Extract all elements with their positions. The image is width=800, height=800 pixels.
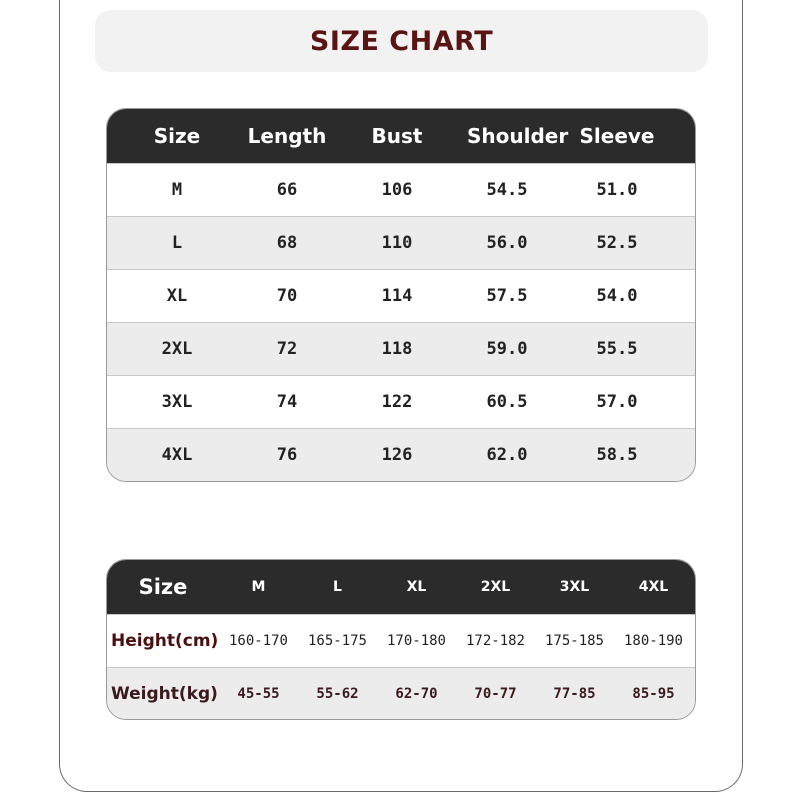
table-cell: 59.0 — [486, 339, 528, 359]
fit-guide-table — [106, 559, 696, 720]
table-cell: 57.0 — [596, 392, 638, 412]
table-cell: 52.5 — [596, 233, 638, 253]
header-size: Size — [138, 575, 188, 599]
header-size-2xl: 2XL — [480, 579, 511, 595]
table-cell: 122 — [381, 392, 413, 412]
header-size-l: L — [333, 579, 342, 595]
table-cell: 175-185 — [544, 633, 604, 649]
table-cell: 58.5 — [596, 445, 638, 465]
header-shoulder: Shoulder — [467, 124, 569, 148]
table-cell: 55.5 — [596, 339, 638, 359]
table-cell: 60.5 — [486, 392, 528, 412]
table-cell: 68 — [276, 233, 298, 253]
table-row — [107, 428, 695, 481]
table-cell: 160-170 — [228, 633, 288, 649]
table-header — [107, 560, 695, 614]
row-label: Weight(kg) — [111, 684, 218, 704]
table-cell: 76 — [276, 445, 298, 465]
header-size: Size — [153, 124, 201, 148]
size-cell: 4XL — [161, 445, 193, 465]
table-cell: 106 — [381, 180, 413, 200]
table-row — [107, 269, 695, 322]
weight-row — [107, 667, 695, 720]
table-cell: 62.0 — [486, 445, 528, 465]
page-title: SIZE CHART — [309, 25, 494, 57]
size-cell: XL — [166, 286, 188, 306]
table-cell: 56.0 — [486, 233, 528, 253]
row-label: Height(cm) — [111, 631, 219, 651]
table-cell: 62-70 — [395, 686, 438, 702]
table-header — [107, 109, 695, 163]
table-cell: 170-180 — [386, 633, 446, 649]
table-row — [107, 375, 695, 428]
header-size-m: M — [251, 579, 266, 595]
size-cell: M — [171, 180, 183, 200]
table-cell: 54.5 — [486, 180, 528, 200]
table-cell: 172-182 — [465, 633, 525, 649]
header-size-xl: XL — [406, 579, 427, 595]
table-cell: 72 — [276, 339, 298, 359]
table-cell: 70 — [276, 286, 298, 306]
header-length: Length — [247, 124, 327, 148]
table-cell: 85-95 — [632, 686, 675, 702]
table-cell: 55-62 — [316, 686, 359, 702]
table-cell: 74 — [276, 392, 298, 412]
table-cell: 77-85 — [553, 686, 596, 702]
table-cell: 66 — [276, 180, 298, 200]
header-size-4xl: 4XL — [638, 579, 669, 595]
table-row — [107, 163, 695, 216]
table-cell: 45-55 — [237, 686, 280, 702]
table-cell: 114 — [381, 286, 413, 306]
table-cell: 118 — [381, 339, 413, 359]
table-cell: 57.5 — [486, 286, 528, 306]
table-cell: 165-175 — [307, 633, 367, 649]
table-cell: 54.0 — [596, 286, 638, 306]
header-sleeve: Sleeve — [579, 124, 655, 148]
table-cell: 110 — [381, 233, 413, 253]
header-size-3xl: 3XL — [559, 579, 590, 595]
title-banner — [95, 10, 708, 72]
table-cell: 51.0 — [596, 180, 638, 200]
header-bust: Bust — [371, 124, 423, 148]
table-cell: 126 — [381, 445, 413, 465]
size-cell: 3XL — [161, 392, 193, 412]
size-cell: L — [171, 233, 183, 253]
height-row — [107, 614, 695, 667]
table-cell: 70-77 — [474, 686, 517, 702]
table-row — [107, 216, 695, 269]
table-row — [107, 322, 695, 375]
size-cell: 2XL — [161, 339, 193, 359]
garment-size-table — [106, 108, 696, 482]
table-cell: 180-190 — [623, 633, 683, 649]
